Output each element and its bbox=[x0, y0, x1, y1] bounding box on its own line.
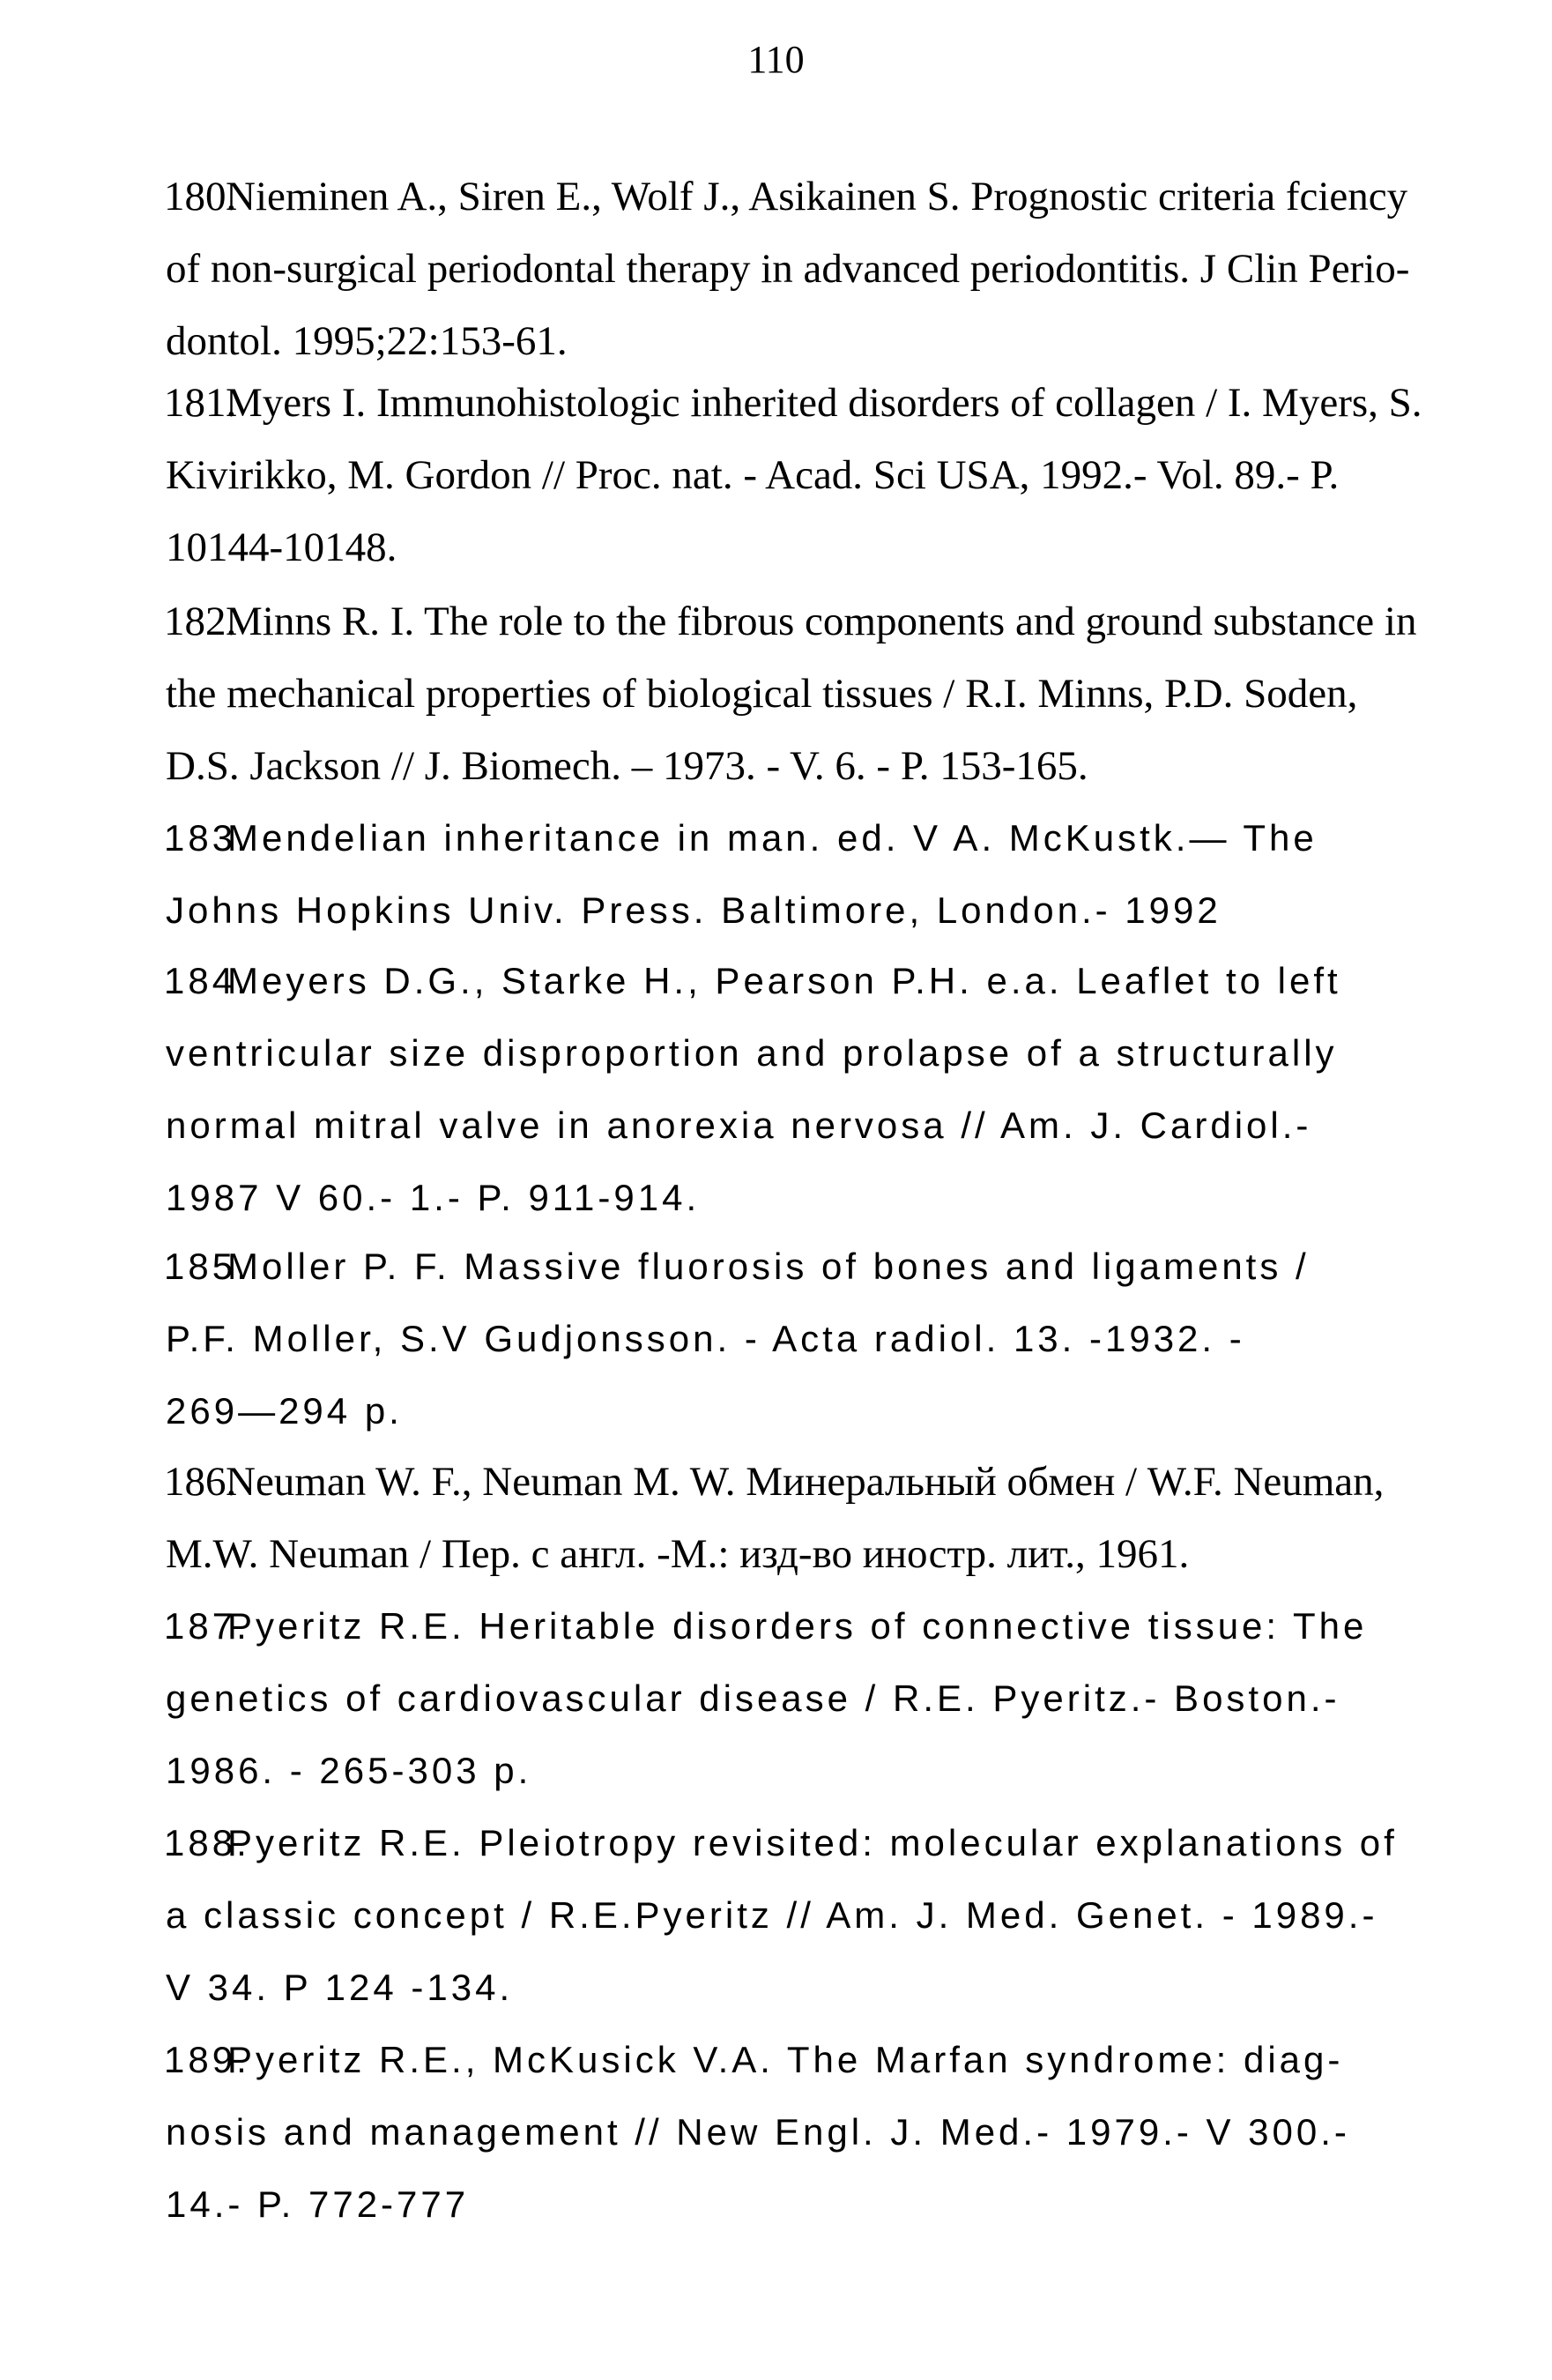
reference-line: P.F. Moller, S.V Gudjonsson. - Acta radiol. 13. -1932. - bbox=[166, 1318, 1245, 1359]
reference-line: Pyeritz R.E. Heritable disorders of connective tissue: The bbox=[227, 1605, 1368, 1647]
reference-182 bbox=[166, 585, 1437, 802]
reference-line: the mechanical properties of biological tissues / R.I. Minns, P.D. Soden, bbox=[166, 671, 1358, 717]
reference-line: Pyeritz R.E., McKusick V.A. The Marfan syndrome: diag- bbox=[227, 2039, 1344, 2080]
reference-line: normal mitral valve in anorexia nervosa // Am. J. Cardiol.- bbox=[166, 1104, 1312, 1146]
reference-line: Neuman W. F., Neuman M. W. Минеральный обмен / W.F. Neuman, bbox=[226, 1459, 1385, 1505]
reference-line: dontol. 1995;22:153-61. bbox=[166, 318, 568, 364]
reference-183 bbox=[166, 802, 1437, 947]
reference-number: 188. bbox=[164, 1822, 250, 1863]
reference-number: 187. bbox=[164, 1605, 250, 1647]
reference-181 bbox=[166, 367, 1437, 584]
reference-number: 185. bbox=[164, 1246, 250, 1287]
reference-line: Meyers D.G., Starke H., Pearson P.H. e.a. Leaflet to left bbox=[227, 960, 1341, 1001]
reference-line: nosis and management // New Engl. J. Med.- 1979.- V 300.- bbox=[166, 2111, 1350, 2153]
reference-line: Nieminen A., Siren E., Wolf J., Asikainen S. Prognostic criteria fciency bbox=[226, 174, 1408, 219]
reference-line: 1987 V 60.- 1.- P. 911-914. bbox=[166, 1177, 701, 1218]
reference-188 bbox=[166, 1807, 1437, 2024]
reference-number: 180. bbox=[164, 174, 237, 219]
reference-185 bbox=[166, 1231, 1437, 1447]
reference-number: 186. bbox=[164, 1459, 237, 1505]
reference-line: Johns Hopkins Univ. Press. Baltimore, London.- 1992 bbox=[166, 889, 1222, 931]
reference-number: 182. bbox=[164, 599, 237, 644]
reference-187 bbox=[166, 1590, 1437, 1807]
reference-number: 181. bbox=[164, 380, 237, 426]
reference-line: Pyeritz R.E. Pleiotropy revisited: molecular explanations of bbox=[227, 1822, 1398, 1863]
reference-line: Kivirikko, M. Gordon // Proc. nat. - Acad. Sci USA, 1992.- Vol. 89.- P. bbox=[166, 452, 1340, 498]
reference-184 bbox=[166, 945, 1437, 1234]
reference-line: 14.- P. 772-777 bbox=[166, 2183, 470, 2225]
reference-189 bbox=[166, 2024, 1437, 2241]
reference-line: 10144-10148. bbox=[166, 524, 397, 570]
reference-number: 183. bbox=[164, 817, 250, 859]
reference-186 bbox=[166, 1446, 1437, 1590]
reference-line: of non-surgical periodontal therapy in advanced periodontitis. J Clin Perio- bbox=[166, 246, 1410, 292]
reference-line: genetics of cardiovascular disease / R.E. Pyeritz.- Boston.- bbox=[166, 1677, 1340, 1719]
reference-line: 1986. - 265-303 p. bbox=[166, 1750, 532, 1791]
reference-line: Moller P. F. Massive fluorosis of bones and ligaments / bbox=[227, 1246, 1310, 1287]
reference-number: 184. bbox=[164, 960, 250, 1001]
reference-line: a classic concept / R.E.Pyeritz // Am. J. Med. Genet. - 1989.- bbox=[166, 1894, 1378, 1936]
reference-line: M.W. Neuman / Пер. с англ. -М.: изд-во иностр. лит., 1961. bbox=[166, 1531, 1190, 1577]
reference-number: 189. bbox=[164, 2039, 250, 2080]
reference-line: Mendelian inheritance in man. ed. V A. McKustk.— The bbox=[227, 817, 1318, 859]
reference-line: D.S. Jackson // J. Biomech. – 1973. - V. 6. - P. 153-165. bbox=[166, 743, 1088, 789]
reference-line: V 34. P 124 -134. bbox=[166, 1967, 514, 2008]
reference-line: Myers I. Immunohistologic inherited disorders of collagen / I. Myers, S. bbox=[226, 380, 1422, 426]
page-number: 110 bbox=[747, 38, 805, 81]
reference-180 bbox=[166, 160, 1437, 377]
reference-line: Minns R. I. The role to the fibrous components and ground substance in bbox=[226, 599, 1417, 644]
reference-line: ventricular size disproportion and prolapse of a structurally bbox=[166, 1032, 1338, 1074]
reference-line: 269—294 p. bbox=[166, 1390, 403, 1432]
